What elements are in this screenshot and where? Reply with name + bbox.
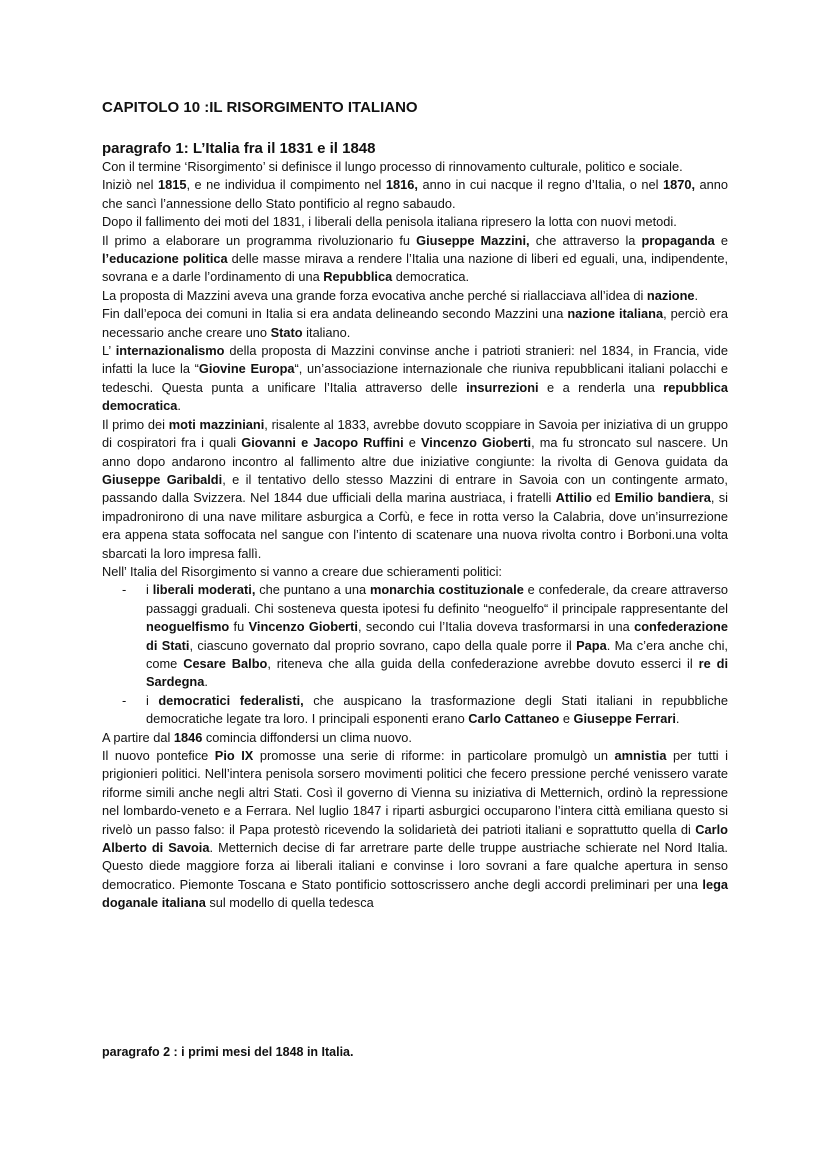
paragraph: A partire dal 1846 comincia diffondersi un clima nuovo. [102,729,412,745]
bullet-item: - i liberali moderati, che puntano a una monarchia costituzionale e confederale, da creare attraverso passaggi graduali. Chi sosteneva questa ipotesi fu definito “neoguelfo“ il principale rappresentante del neoguelfismo fu Vincenzo Gioberti, secondo cui l’Italia doveva trasformarsi in una confederazione di Stati, ciascuno governato dal proprio sovrano, capo della quale porre il Papa. Ma c’era anche chi, come Cesare Balbo, riteneva che alla guida della confederazione avrebbe dovuto esserci il re di Sardegna. [122,582,728,690]
bold-term: insurrezioni [466,379,539,395]
bold-term: Giuseppe Ferrari [573,711,676,727]
bold-term: nazione [646,287,695,303]
bullet-list [102,581,728,728]
bullet-item: - i democratici federalisti, che auspicano la trasformazione degli Stati italiani in repubbliche democratiche legate tra loro. I principali esponenti erano Carlo Cattaneo e Giuseppe Ferrari. [122,692,728,727]
paragraph: Iniziò nel 1815, e ne individua il compimento nel 1816, anno in cui nacque il regno d’Italia, o nel 1870, anno che sancì l’annessione dello Stato pontificio al regno sabaudo. [102,177,729,211]
document-page [102,98,728,913]
bold-term: 1816, [385,177,418,193]
bullet-dash: - [122,582,127,598]
bold-term: re di Sardegna [146,655,728,690]
bold-term: 1870, [663,177,696,193]
section-1-title: paragrafo 1: L’Italia fra il 1831 e il 1848 [102,140,376,157]
bold-term: Vincenzo Gioberti [420,435,532,451]
bold-term: Giuseppe Garibaldi [102,471,223,487]
bold-term: propaganda [641,232,715,248]
bold-term: moti mazziniani [168,416,265,432]
paragraph: La proposta di Mazzini aveva una grande forza evocativa anche perché si riallacciava all’idea di nazione. [102,287,699,303]
bold-term: democratici federalisti, [158,692,304,708]
paragraph: Il primo dei moti mazziniani, risalente al 1833, avrebbe dovuto scoppiare in Savoia per iniziativa di un gruppo di cospiratori fra i quali Giovanni e Jacopo Ruffini e Vincenzo Gioberti, ma fu stroncato sul nascere. Un anno dopo andarono incontro al fallimento altre due iniziative congiunte: la rivolta di Genova guidata da Giuseppe Garibaldi, e il tentativo dello stesso Mazzini di entrare in Savoia con un contingente armato, passando dalla Svizzera. Nel 1844 due ufficiali della marina austriaca, i fratelli Attilio ed Emilio bandiera, si impadronirono di una nave militare asburgica a Corfù, e fece in rotta verso la Calabria, dove un’insurrezione era appena stata soffocata nel sangue con l’intento di scatenare una nuova rivolta contro i Borboni.una volta sbarcati la loro impresa fallì. [102,416,729,561]
section-1-body [102,158,728,913]
bold-term: liberali moderati, [152,582,256,598]
paragraph: Con il termine ‘Risorgimento’ si definisce il lungo processo di rinnovamento culturale, politico e sociale. [102,159,683,174]
bold-term: confederazione di Stati [146,619,728,653]
bold-term: Giovine Europa [198,361,295,377]
paragraph: L’ internazionalismo della proposta di Mazzini convinse anche i patrioti stranieri: nel 1834, in Francia, vide infatti la luce la “Giovine Europa“, un’associazione internazionale che riuniva repubblicani italiani polacchi e tedeschi. Questa punta a unificare l’Italia attraverso delle insurrezioni e a renderla una repubblica democratica. [102,343,728,414]
paragraph: Il nuovo pontefice Pio IX promosse una serie di riforme: in particolare promulgò un amnistia per tutti i prigionieri politici. Nell’intera penisola sorsero movimenti politici che fecero pressione perché venissero varate riforme simili anche negli altri Stati. Così il governo di Vienna su iniziativa di Metternich, ordinò la repressione nel lombardo-veneto e a Ferrara. Nel luglio 1847 i riparti asburgici occuparono l’intera città emiliana questo si rivelò un passo falso: il Papa protestò ricevendo la solidarietà dei patrioti italiani e soprattutto quella di Carlo Alberto di Savoia. Metternich decise di far arretrare parte delle truppe austriache schierate nel Nord Italia. Questo diede maggiore forza ai liberali italiani e convinse i loro sovrani a fare qualche apertura in senso democratico. Piemonte Toscana e Stato pontificio sottoscrissero anche degli accordi preliminari per una lega doganale italiana sul modello di quella tedesca [102,748,728,911]
closing-paragraph-list [102,729,728,913]
bold-term: Repubblica [323,269,393,285]
paragraph: Fin dall’epoca dei comuni in Italia si era andata delineando secondo Mazzini una nazione italiana, perciò era necessario anche creare uno Stato italiano. [102,306,728,340]
bold-term: Emilio bandiera [614,490,711,506]
bold-term: Vincenzo Gioberti [248,619,358,635]
bold-term: monarchia costituzionale [369,582,524,598]
bold-term: Carlo Alberto di Savoia [102,821,728,856]
bold-term: internazionalismo [115,343,225,359]
bold-term: Carlo Cattaneo [468,711,560,727]
bold-term: Pio IX [214,748,254,763]
section-2-title: paragrafo 2 : i primi mesi del 1848 in Italia. [102,1045,354,1059]
chapter-title: CAPITOLO 10 :IL RISORGIMENTO ITALIANO [102,99,418,116]
bold-term: 1815 [157,177,187,193]
paragraph: Dopo il fallimento dei moti del 1831, i liberali della penisola italiana ripresero la lotta con nuovi metodi. [102,214,677,230]
bold-term: repubblica democratica [102,379,728,414]
bold-term: amnistia [614,748,667,763]
paragraph-list [102,158,728,581]
paragraph: Nell’ Italia del Risorgimento si vanno a creare due schieramenti politici: [102,563,502,579]
bold-term: Giuseppe Mazzini, [416,232,530,248]
bold-term: neoguelfismo [146,619,230,635]
bold-term: Giovanni e Jacopo Ruffini [241,435,404,451]
bold-term: 1846 [173,729,203,745]
bold-term: nazione italiana [567,306,664,322]
bold-term: Papa [576,637,607,653]
bold-term: lega doganale italiana [102,876,728,911]
bullet-dash: - [122,692,127,708]
bold-term: Attilio [555,490,592,506]
bold-term: Cesare Balbo [183,655,268,671]
bold-term: Stato [270,324,303,340]
bold-term: l’educazione politica [102,251,228,267]
paragraph: Il primo a elaborare un programma rivoluzionario fu Giuseppe Mazzini, che attraverso la propaganda e l’educazione politica delle masse mirava a rendere l’Italia una nazione di liberi ed eguali, una, indipendente, sovrana e a darle l’ordinamento di una Repubblica democratica. [102,232,728,285]
